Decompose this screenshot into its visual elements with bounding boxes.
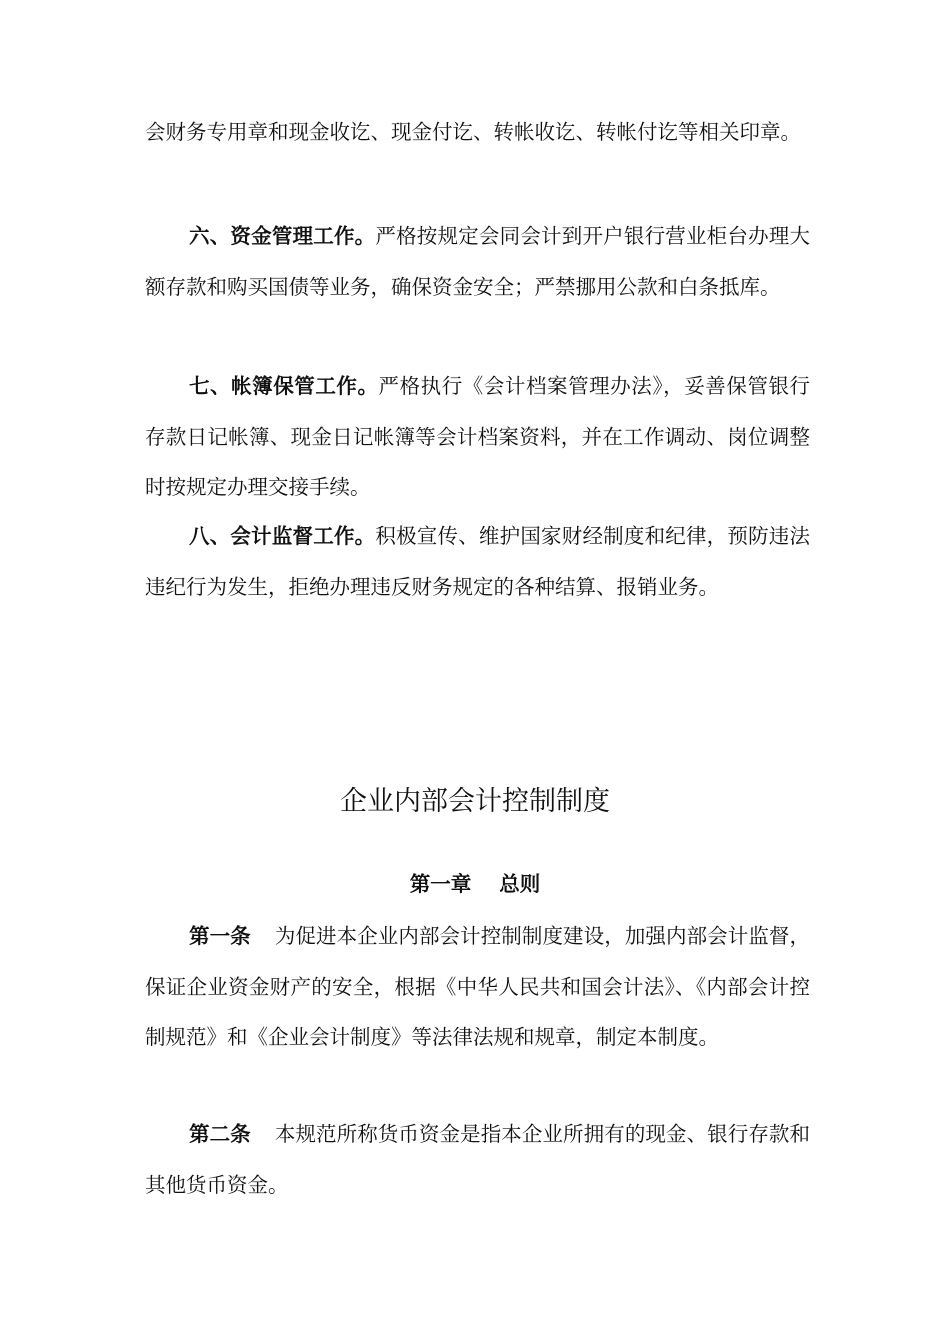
section-heading: 八、会计监督工作。: [189, 524, 376, 548]
document-title: 企业内部会计控制制度: [340, 786, 610, 817]
paragraph-continuation: [145, 107, 810, 158]
chapter-number: 第一章: [409, 872, 472, 896]
article-text: 为促进本企业内部会计控制制度建设，加强内部会计监督，保证企业资金财产的安全，根据《中华人民共和国会计法》、《内部会计控制规范》和《企业会计制度》等法律法规和规章，制定本制度。: [145, 924, 811, 1049]
article-label: 第一条: [189, 924, 251, 948]
article-2: [145, 1109, 810, 1210]
paragraph-accounting-supervision: [145, 511, 810, 612]
chapter-name: 总则: [499, 872, 541, 896]
paragraph-ledger-custody: [145, 361, 810, 513]
section-heading: 六、资金管理工作。: [189, 224, 376, 248]
paragraph-text: 严格执行《会计档案管理办法》，妥善保管银行存款日记帐簿、现金日记帐簿等会计档案资料，并在工作调动、岗位调整时按规定办理交接手续。: [145, 374, 811, 499]
section-heading: 七、帐簿保管工作。: [189, 374, 379, 398]
paragraph-text: 积极宣传、维护国家财经制度和纪律，预防违法违纪行为发生，拒绝办理违反财务规定的各种结算、报销业务。: [145, 524, 811, 599]
paragraph-text: 严格按规定会同会计到开户银行营业柜台办理大额存款和购买国债等业务，确保资金安全；严禁挪用公款和白条抵库。: [145, 224, 811, 299]
article-text: 本规范所称货币资金是指本企业所拥有的现金、银行存款和其他货币资金。: [145, 1122, 811, 1197]
article-1: [145, 911, 810, 1063]
paragraph-text: 会财务专用章和现金收讫、现金付讫、转帐收讫、转帐付讫等相关印章。: [145, 120, 801, 144]
article-label: 第二条: [189, 1122, 251, 1146]
chapter-heading: [0, 864, 950, 904]
paragraph-fund-management: [145, 211, 810, 312]
